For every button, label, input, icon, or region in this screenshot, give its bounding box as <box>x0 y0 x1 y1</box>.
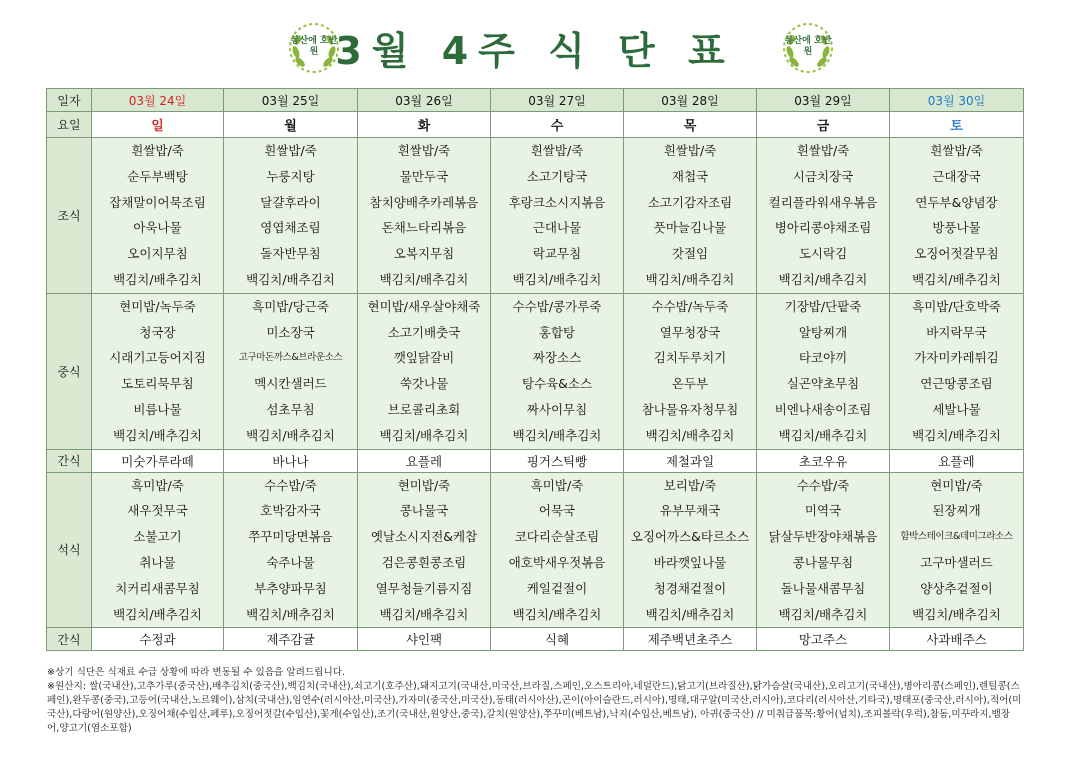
dish-item: 수수밥/죽 <box>264 477 317 493</box>
dish-item: 영엽채조림 <box>260 220 321 236</box>
dish-item: 취나물 <box>139 554 176 570</box>
dish-item: 쑥갓나물 <box>399 376 449 392</box>
date-cell: 03월 29일 <box>757 89 890 112</box>
dish-item: 숙주나물 <box>266 554 315 570</box>
dish-item: 아욱나물 <box>133 220 182 236</box>
dish-item: 짜사이무침 <box>526 401 588 417</box>
dish-item: 옛날소시지전&케찹 <box>370 529 478 545</box>
dish-item: 달걀후라이 <box>260 194 321 210</box>
dish-item: 김치두루치기 <box>653 350 727 366</box>
snack1-cell: 요플레 <box>890 449 1024 472</box>
dish-item: 현미밥/새우살야채죽 <box>367 298 481 314</box>
row-label-lunch: 중식 <box>47 293 92 449</box>
dish-item: 알탕찌개 <box>798 324 848 340</box>
breakfast-cell <box>358 138 491 294</box>
dish-item: 타코야끼 <box>798 350 848 366</box>
dish-item: 풋마늘김나물 <box>653 220 727 236</box>
dish-item: 탕수육&소스 <box>521 376 593 392</box>
dish-item: 호박감자국 <box>260 503 321 519</box>
dish-item: 어묵국 <box>538 503 576 519</box>
date-cell: 03월 26일 <box>358 89 491 112</box>
dish-item: 참치양배추카레볶음 <box>369 194 479 210</box>
dish-item: 백김치/배추김치 <box>113 606 202 622</box>
row-label-day: 요일 <box>47 112 92 138</box>
dish-item: 백김치/배추김치 <box>379 427 469 443</box>
dish-item: 현미밥/죽 <box>930 477 983 493</box>
dinner-cell <box>358 472 491 628</box>
logo-text: 봉산에 호반 원 <box>784 36 832 57</box>
dish-item: 흰쌀밥/죽 <box>530 143 584 158</box>
row-label-date: 일자 <box>47 89 92 112</box>
dinner-cell <box>624 472 757 628</box>
dish-item: 백김치/배추김치 <box>645 606 735 622</box>
dish-item: 백김치/배추김치 <box>645 427 735 443</box>
dish-item: 재첩국 <box>671 168 709 184</box>
snack2-cell: 수정과 <box>92 628 224 651</box>
dish-item: 백김치/배추김치 <box>645 271 735 287</box>
weekday-cell: 토 <box>890 112 1024 138</box>
dish-item: 유부무채국 <box>659 503 721 519</box>
dish-item: 백김치/배추김치 <box>512 606 602 622</box>
dish-item: 보리밥/죽 <box>663 477 717 493</box>
weekday-cell: 수 <box>491 112 624 138</box>
dish-item: 애호박새우젓볶음 <box>508 554 606 570</box>
date-cell: 03월 27일 <box>491 89 624 112</box>
dish-item: 짜장소스 <box>532 350 582 366</box>
weekday-cell: 금 <box>757 112 890 138</box>
snack2-cell: 제주백년초주스 <box>624 628 757 651</box>
dish-item: 현미밥/녹두죽 <box>119 298 196 314</box>
lunch-cell <box>757 293 890 449</box>
dish-item: 홍합탕 <box>538 324 576 340</box>
snack1-cell: 요플레 <box>358 449 491 472</box>
dish-item: 된장찌개 <box>932 503 981 519</box>
dish-item: 깻잎닭갈비 <box>393 350 455 366</box>
header <box>0 0 1070 88</box>
weekday-cell: 화 <box>358 112 491 138</box>
dish-item: 소고기감자조림 <box>647 194 733 210</box>
dish-item: 흰쌀밥/죽 <box>663 143 717 158</box>
weekday-cell: 일 <box>92 112 224 138</box>
dinner-cell <box>491 472 624 628</box>
breakfast-cell <box>491 138 624 294</box>
dish-item: 수수밥/죽 <box>796 477 850 493</box>
note-line: ※원산지: 쌀(국내산),고추가루(중국산),배추김치(중국산),백김치(국내산),쇠고기(호주산),돼지고기(국내산,미국산,브라질,스페인,오스트리아,네덜란드),닭고기(브라질산),닭가슴살(국내산),오리고기(국내산),병아리콩(스페인),렌틸콩(스페인),완두콩(중국),고등어(국내산,노르웨이),삼치(국내산),임연수(러시아산,미국산),가자미(중국산,미국산),동태(러시아산),곤이(아이슬란드,러시아),명태,대구알(미국산,러시아),코다리(러시아산,기타국),명태포(중국산,러시아),적어(미국산),다랑어(원양산),오징어채(수입산,페루),오징어젓갈(수입산),꽃게(수입산),조기(국내산,원양산,중국),갈치(원양산),쭈꾸미(베트남),낙지(수입산,베트남), 아귀(중국산) // 미취급품목:황어(넙치),조피볼락(우럭),참돔,미꾸라지,뱀장어,양고기(염소포함) <box>47 681 1022 734</box>
dish-item: 도시락김 <box>798 246 848 262</box>
dish-item: 쭈꾸미당면볶음 <box>248 529 333 545</box>
dish-item: 기장밥/단팥죽 <box>784 298 862 314</box>
dish-item: 새우젓무국 <box>127 503 188 519</box>
row-label-snack2: 간식 <box>47 628 92 651</box>
dish-item: 흑미밥/당근죽 <box>252 298 329 314</box>
dish-item: 근대나물 <box>532 220 582 236</box>
dish-item: 소고기탕국 <box>526 168 588 184</box>
snack2-cell: 제주감귤 <box>224 628 358 651</box>
dish-item: 백김치/배추김치 <box>778 271 868 287</box>
dinner-cell <box>757 472 890 628</box>
breakfast-cell <box>624 138 757 294</box>
dish-item: 세발나물 <box>932 401 981 417</box>
dish-item: 백김치/배추김치 <box>379 271 469 287</box>
dish-item: 백김치/배추김치 <box>113 427 202 443</box>
dish-item: 연근땅콩조림 <box>920 376 993 392</box>
dish-item: 오이지무침 <box>127 246 188 262</box>
dish-item: 오징어젓갈무침 <box>914 246 999 262</box>
dish-item: 닭살두반장야채볶음 <box>768 529 878 545</box>
breakfast-cell <box>224 138 358 294</box>
dish-item: 현미밥/죽 <box>397 477 451 493</box>
dish-item: 백김치/배추김치 <box>912 427 1001 443</box>
dish-item: 흰쌀밥/죽 <box>930 143 983 158</box>
dish-item: 수수밥/녹두죽 <box>651 298 729 314</box>
dinner-cell <box>92 472 224 628</box>
dish-item: 소고기배춧국 <box>387 324 461 340</box>
dish-item: 오징어까스&타르소스 <box>630 529 750 545</box>
dish-item: 시금치장국 <box>792 168 854 184</box>
lunch-cell <box>491 293 624 449</box>
dish-item: 흰쌀밥/죽 <box>796 143 850 158</box>
dish-item: 백김치/배추김치 <box>379 606 469 622</box>
lunch-cell <box>92 293 224 449</box>
dish-item: 흰쌀밥/죽 <box>397 143 451 158</box>
dish-item: 시래기고등어지짐 <box>109 350 206 366</box>
dish-item: 오복지무침 <box>393 246 455 262</box>
dish-item: 백김치/배추김치 <box>512 271 602 287</box>
row-label-breakfast: 조식 <box>47 138 92 294</box>
dish-item: 흑미밥/죽 <box>131 477 184 493</box>
lunch-cell <box>890 293 1024 449</box>
dish-item: 온두부 <box>671 376 709 392</box>
lunch-cell <box>624 293 757 449</box>
dish-item: 바라깻잎나물 <box>653 554 727 570</box>
dish-item: 누룽지탕 <box>266 168 315 184</box>
dish-item: 백김치/배추김치 <box>113 271 202 287</box>
snack1-cell: 제철과일 <box>624 449 757 472</box>
dish-item: 치커리새콤무침 <box>115 580 200 596</box>
note-line: ※상기 식단은 식재료 수급 상황에 따라 변동될 수 있음을 알려드립니다. <box>47 667 346 678</box>
date-cell: 03월 28일 <box>624 89 757 112</box>
dish-item: 물만두국 <box>399 168 449 184</box>
dish-item: 백김치/배추김치 <box>246 606 335 622</box>
dish-item: 섬초무침 <box>266 401 315 417</box>
snack2-cell: 사과배주스 <box>890 628 1024 651</box>
dish-item: 돈채느타리볶음 <box>381 220 467 236</box>
dish-item: 흑미밥/죽 <box>530 477 584 493</box>
lunch-cell <box>358 293 491 449</box>
page-title: 3월 4주 식 단 표 <box>335 29 735 73</box>
dish-item: 수수밥/콩가루죽 <box>512 298 602 314</box>
dish-item: 미소장국 <box>266 324 315 340</box>
snack2-cell: 샤인팩 <box>358 628 491 651</box>
dish-item: 흰쌀밥/죽 <box>131 143 184 158</box>
dish-item: 미역국 <box>804 503 842 519</box>
dish-item: 순두부백탕 <box>127 168 188 184</box>
dish-item: 청경채겉절이 <box>653 580 727 596</box>
logo-right <box>782 22 834 74</box>
dish-item: 돌자반무침 <box>260 246 321 262</box>
dish-item: 실곤약초무침 <box>786 376 860 392</box>
dish-item: 방풍나물 <box>932 220 981 236</box>
dish-item: 비름나물 <box>133 401 182 417</box>
dish-item: 바지락무국 <box>926 324 987 340</box>
breakfast-cell <box>92 138 224 294</box>
dish-item: 근대장국 <box>932 168 981 184</box>
date-cell: 03월 25일 <box>224 89 358 112</box>
dish-item: 고구마돈까스&브라운소스 <box>238 352 343 364</box>
snack2-cell: 식혜 <box>491 628 624 651</box>
dish-item: 양상추겉절이 <box>920 580 993 596</box>
dish-item: 열무청장국 <box>659 324 721 340</box>
dish-item: 케일겉절이 <box>526 580 588 596</box>
dish-item: 브로콜리초회 <box>387 401 461 417</box>
dish-item: 백김치/배추김치 <box>912 606 1001 622</box>
dish-item: 함박스테이크&데미그라소스 <box>900 531 1013 543</box>
dish-item: 연두부&양념장 <box>915 194 998 210</box>
row-label-snack1: 간식 <box>47 449 92 472</box>
dish-item: 백김치/배추김치 <box>246 271 335 287</box>
dish-item: 흰쌀밥/죽 <box>264 143 317 158</box>
dish-item: 백김치/배추김치 <box>778 606 868 622</box>
dish-item: 잡채말이어묵조림 <box>109 194 206 210</box>
dish-item: 콩나물무침 <box>792 554 854 570</box>
weekday-cell: 월 <box>224 112 358 138</box>
dinner-cell <box>224 472 358 628</box>
dish-item: 열무청들기름지짐 <box>375 580 473 596</box>
snack2-cell: 망고주스 <box>757 628 890 651</box>
dish-item: 돌나물새콤무침 <box>780 580 866 596</box>
dish-item: 가자미카레튀김 <box>914 350 999 366</box>
dish-item: 백김치/배추김치 <box>912 271 1001 287</box>
snack1-cell: 초코우유 <box>757 449 890 472</box>
dish-item: 소불고기 <box>133 529 182 545</box>
dish-item: 갓절임 <box>671 246 709 262</box>
dinner-cell <box>890 472 1024 628</box>
dish-item: 코다리순살조림 <box>514 529 600 545</box>
row-label-dinner: 석식 <box>47 472 92 628</box>
dish-item: 검은콩흰콩조림 <box>381 554 467 570</box>
lunch-cell <box>224 293 358 449</box>
dish-item: 비엔나새송이조림 <box>774 401 872 417</box>
dish-item: 멕시칸샐러드 <box>254 376 327 392</box>
snack1-cell: 미숫가루라떼 <box>92 449 224 472</box>
dish-item: 도토리묵무침 <box>121 376 194 392</box>
dish-item: 청국장 <box>139 324 176 340</box>
breakfast-cell <box>890 138 1024 294</box>
date-cell: 03월 30일 <box>890 89 1024 112</box>
dish-item: 고구마샐러드 <box>920 554 993 570</box>
date-cell: 03월 24일 <box>92 89 224 112</box>
dish-item: 컬리플라워새우볶음 <box>768 194 878 210</box>
dish-item: 부추양파무침 <box>254 580 327 596</box>
weekday-cell: 목 <box>624 112 757 138</box>
dish-item: 후랑크소시지볶음 <box>508 194 606 210</box>
dish-item: 백김치/배추김치 <box>512 427 602 443</box>
snack1-cell: 바나나 <box>224 449 358 472</box>
dish-item: 참나물유자청무침 <box>641 401 739 417</box>
dish-item: 백김치/배추김치 <box>246 427 335 443</box>
dish-item: 백김치/배추김치 <box>778 427 868 443</box>
logo-text: 봉산에 호반 원 <box>290 36 338 57</box>
notes <box>47 666 1022 736</box>
menu-table <box>46 88 1024 651</box>
breakfast-cell <box>757 138 890 294</box>
dish-item: 병아리콩야채조림 <box>774 220 872 236</box>
dish-item: 흑미밥/단호박죽 <box>912 298 1001 314</box>
dish-item: 콩나물국 <box>399 503 449 519</box>
snack1-cell: 핑거스틱빵 <box>491 449 624 472</box>
dish-item: 락교무침 <box>532 246 582 262</box>
